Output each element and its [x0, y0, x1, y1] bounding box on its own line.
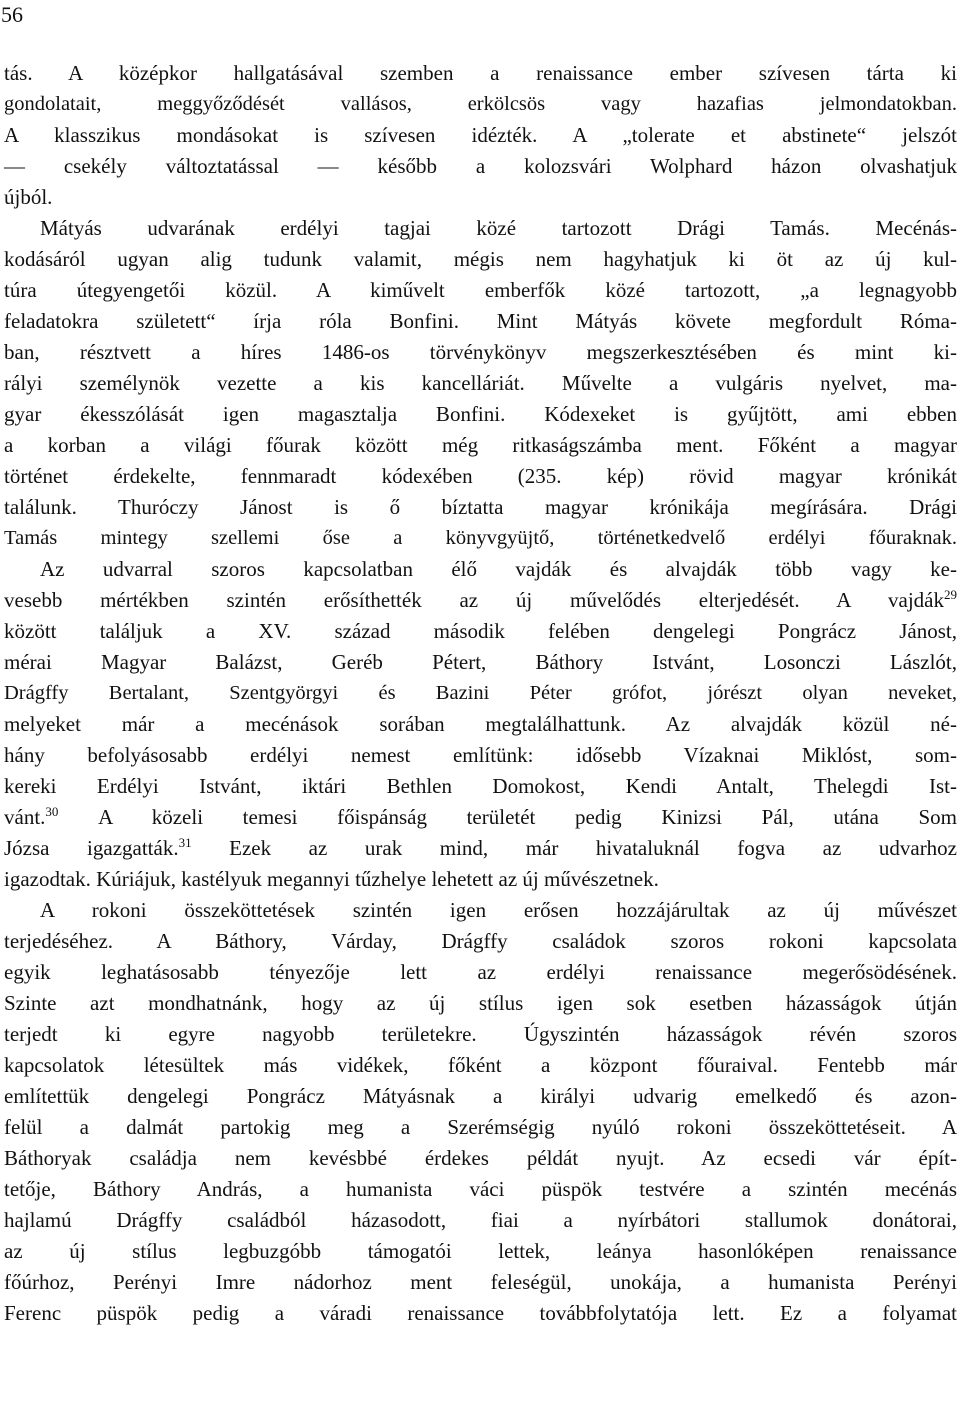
text-line-segment: vánt. — [4, 805, 46, 829]
text-line: gondolatait, meggyőződését vallásos, erkölcsös vagy hazafias jelmondatokban. — [4, 93, 957, 115]
footnote-marker: 29 — [944, 587, 957, 602]
text-line: feladatokra született“ írja róla Bonfini. Mint Mátyás követe megfordult Róma- — [4, 309, 957, 333]
text-line: felül a dalmát partokig meg a Szerémségig nyúló rokoni összeköttetéseit. A — [4, 1115, 957, 1139]
text-line: Drágffy Bertalant, Szentgyörgyi és Bazini Péter grófot, jórészt olyan neveket, — [4, 682, 957, 704]
text-line: rályi személynök vezette a kis kancelláriát. Művelte a vulgáris nyelvet, ma- — [4, 371, 957, 395]
text-line: a korban a világi főurak között még ritkaságszámba ment. Főként a magyar — [4, 433, 957, 457]
text-line-segment: A közeli temesi főispánság területét pedig Kinizsi Pál, utána Som — [98, 805, 958, 829]
text-line — [4, 802, 957, 833]
text-line — [4, 833, 957, 864]
text-line: az új stílus legbuzgóbb támogatói lettek, leánya hasonlóképen renaissance — [4, 1239, 957, 1263]
text-line: között találjuk a XV. század második felében dengelegi Pongrácz Jánost, — [4, 619, 957, 643]
text-line: Tamás mintegy szellemi őse a könyvgyüjtő, történetkedvelő erdélyi főuraknak. — [4, 527, 957, 549]
text-line: említettük dengelegi Pongrácz Mátyásnak a királyi udvarig emelkedő és azon- — [4, 1084, 957, 1108]
text-line: kapcsolatok létesültek más vidékek, főként a központ főuraival. Fentebb már — [4, 1053, 957, 1077]
text-line: gyar ékesszólását igen magasztalja Bonfini. Kódexeket is gyűjtött, ami ebben — [4, 402, 957, 426]
footnote-marker: 31 — [178, 835, 192, 850]
text-line: újból. — [4, 185, 53, 209]
text-line: kereki Erdélyi Istvánt, iktári Bethlen Domokost, Kendi Antalt, Thelegdi Ist- — [4, 774, 957, 798]
text-line: terjedéséhez. A Báthory, Várday, Drágffy családok szoros rokoni kapcsolata — [4, 929, 957, 953]
text-line: igazodtak. Kúriájuk, kastélyuk megannyi tűzhelye lehetett az új művészetnek. — [4, 867, 659, 891]
footnote-marker: 30 — [45, 804, 59, 819]
text-line: találunk. Thuróczy Jánost is ő bíztatta magyar krónikája megírására. Drági — [4, 495, 957, 519]
text-line: történet érdekelte, fennmaradt kódexében (235. kép) rövid magyar krónikát — [4, 464, 957, 488]
text-line — [4, 585, 957, 616]
text-line: mérai Magyar Balázst, Geréb Pétert, Báthory Istvánt, Losonczi Lászlót, — [4, 650, 957, 674]
text-line: főúrhoz, Perényi Imre nádorhoz ment feleségül, unokája, a humanista Perényi — [4, 1270, 957, 1294]
text-line: kodásáról ugyan alig tudunk valamit, mégis nem hagyhatjuk ki öt az új kul- — [4, 247, 957, 271]
text-line: A klasszikus mondásokat is szívesen idézték. A „tolerate et abstinete“ jelszót — [4, 123, 957, 147]
page-number: 56 — [1, 2, 23, 27]
text-line-segment: Ezek az urak mind, már hivataluknál fogva az udvarhoz — [229, 836, 958, 860]
text-line: — csekély változtatással — később a kolozsvári Wolphard házon olvashatjuk — [4, 154, 957, 178]
text-line: melyeket már a mecénások sorában megtalálhattunk. Az alvajdák közül né- — [4, 712, 957, 736]
text-line: ban, résztvett a híres 1486-os törvénykönyv megszerkesztésében és mint ki- — [4, 340, 957, 364]
text-line: A rokoni összeköttetések szintén igen erősen hozzájárultak az új művészet — [40, 898, 957, 922]
text-line: túra útegyengetői közül. A kiművelt emberfők közé tartozott, „a legnagyobb — [4, 278, 957, 302]
text-line: terjedt ki egyre nagyobb területekre. Úgyszintén házasságok révén szoros — [4, 1022, 957, 1046]
text-line: tás. A középkor hallgatásával szemben a renaissance ember szívesen tárta ki — [4, 61, 957, 85]
text-line: Báthoryak családja nem kevésbbé érdekes példát nyujt. Az ecsedi vár épít- — [4, 1146, 957, 1170]
text-line-segment: vesebb mértékben szintén erősíthették az új művelődés elterjedését. A vajdák — [4, 588, 944, 612]
text-line: Az udvarral szoros kapcsolatban élő vajdák és alvajdák több vagy ke- — [40, 557, 957, 581]
text-line: hány befolyásosabb erdélyi nemest említünk: idősebb Vízaknai Miklóst, som- — [4, 743, 957, 767]
text-line: tetője, Báthory András, a humanista váci püspök testvére a szintén mecénás — [4, 1177, 957, 1201]
text-line-segment: Józsa igazgatták. — [4, 836, 179, 860]
body-text — [4, 58, 957, 1329]
text-line: hajlamú Drágffy családból házasodott, fiai a nyírbátori stallumok donátorai, — [4, 1208, 957, 1232]
text-line: Ferenc püspök pedig a váradi renaissance továbbfolytatója lett. Ez a folyamat — [4, 1301, 957, 1325]
text-line: egyik leghatásosabb tényezője lett az erdélyi renaissance megerősödésének. — [4, 960, 957, 984]
text-line: Szinte azt mondhatnánk, hogy az új stílus igen sok esetben házasságok útján — [4, 991, 957, 1015]
text-line: Mátyás udvarának erdélyi tagjai közé tartozott Drági Tamás. Mecénás- — [40, 216, 957, 240]
